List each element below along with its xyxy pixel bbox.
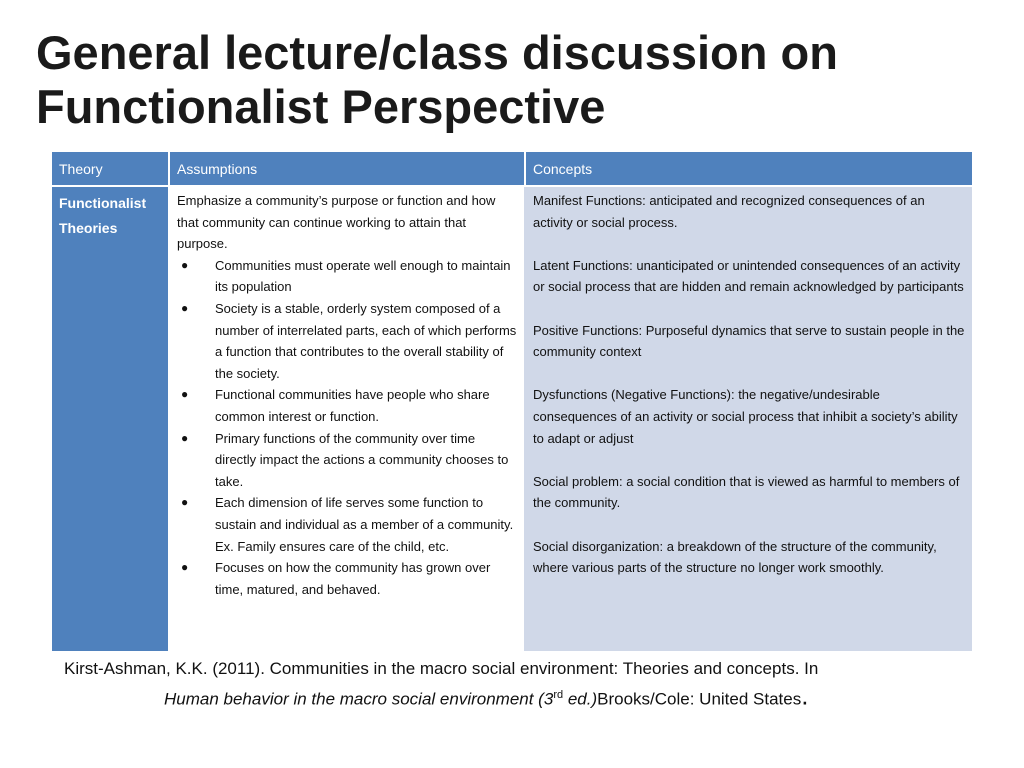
theory-name-line1: Functionalist: [59, 195, 147, 211]
list-item-text: Society is a stable, orderly system composed of a number of interrelated parts, each of which performs a function that contributes to the overall stability of the society.: [215, 300, 517, 381]
list-item-text: Each dimension of life serves some function to sustain and individual as a member of a community. Ex. Family ensures care of the child, etc.: [215, 495, 514, 554]
theory-cell: [52, 186, 169, 651]
citation-period: .: [801, 680, 809, 711]
citation-publisher: Brooks/Cole: United States: [597, 689, 802, 709]
list-item-text: Communities must operate well enough to maintain its population: [215, 257, 511, 295]
concept-positive-functions: Positive Functions: Purposeful dynamics that serve to sustain people in the community context: [533, 322, 965, 360]
concepts-cell: [525, 186, 972, 651]
citation-line1: Kirst-Ashman, K.K. (2011). Communities in the macro social environment: Theories and concepts. In: [64, 659, 819, 678]
citation: [64, 655, 984, 713]
theory-name-line2: Theories: [59, 220, 118, 236]
citation-line2: [64, 682, 984, 713]
list-item: [177, 255, 518, 298]
assumptions-list: [177, 255, 518, 601]
slide-title-line2: Functionalist Perspective: [36, 80, 606, 133]
bullet-icon: ●: [181, 300, 189, 315]
bullet-icon: ●: [181, 430, 189, 445]
concept-social-problem: Social problem: a social condition that is viewed as harmful to members of the community.: [533, 473, 960, 511]
table-header-row: [52, 152, 972, 186]
header-assumptions: Assumptions: [169, 152, 525, 186]
list-item-text: Primary functions of the community over time directly impact the actions a community chooses to take.: [215, 430, 509, 489]
slide-title-line1: General lecture/class discussion on: [36, 26, 838, 79]
list-item: [177, 428, 518, 493]
assumptions-intro: Emphasize a community’s purpose or function and how that community can continue working to attain that purpose.: [177, 193, 496, 252]
theory-table: [52, 152, 972, 651]
table-row: [52, 186, 972, 651]
list-item-text: Focuses on how the community has grown over time, matured, and behaved.: [215, 560, 491, 597]
concept-latent-functions: Latent Functions: unanticipated or unintended consequences of an activity or social process that are hidden and remain acknowledged by participants: [533, 257, 964, 295]
citation-book-title-b: ed.): [563, 689, 598, 709]
citation-book-title-a: Human behavior in the macro social environment (3: [164, 689, 554, 709]
header-theory: Theory: [52, 152, 169, 186]
concept-social-disorganization: Social disorganization: a breakdown of the structure of the community, where various parts of the structure no longer work smoothly.: [533, 538, 937, 576]
concept-manifest-functions: Manifest Functions: anticipated and recognized consequences of an activity or social process.: [533, 193, 925, 230]
assumptions-cell: [169, 186, 525, 651]
list-item: [177, 384, 518, 427]
list-item: [177, 492, 518, 557]
bullet-icon: ●: [181, 495, 189, 510]
list-item: [177, 298, 518, 384]
bullet-icon: ●: [181, 257, 189, 272]
slide-title: [36, 26, 996, 134]
concept-dysfunctions: Dysfunctions (Negative Functions): the negative/undesirable consequences of an activity or social process that inhibit a society’s ability to adapt or adjust: [533, 387, 958, 446]
citation-edition-sup: rd: [553, 689, 564, 701]
bullet-icon: ●: [181, 387, 189, 402]
list-item-text: Functional communities have people who share common interest or function.: [215, 387, 490, 424]
header-concepts: Concepts: [525, 152, 972, 186]
bullet-icon: ●: [181, 560, 189, 575]
list-item: [177, 557, 518, 600]
